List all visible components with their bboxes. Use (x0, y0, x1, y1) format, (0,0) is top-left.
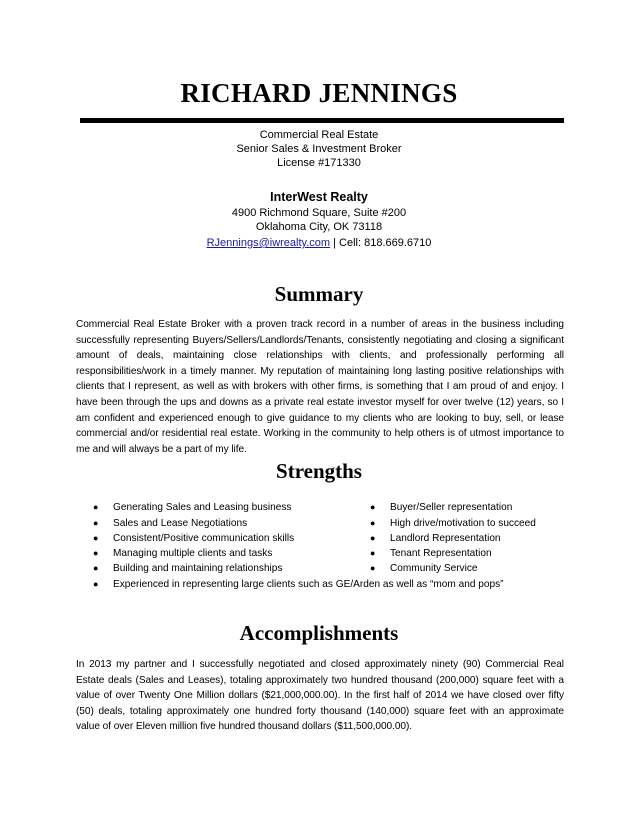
phone-text: | Cell: 818.669.6710 (330, 237, 432, 249)
candidate-name: RICHARD JENNINGS (180, 78, 458, 108)
company-name: InterWest Realty (270, 190, 368, 204)
address-line-1: 4900 Richmond Square, Suite #200 (231, 207, 407, 219)
bullet-icon: ● (93, 533, 99, 543)
summary-heading: Summary (274, 282, 364, 306)
bullet-icon: ● (93, 502, 99, 512)
contact-line (0, 236, 638, 250)
header-divider (80, 118, 564, 123)
bullet-icon: ● (370, 518, 376, 528)
accomplishments-text: In 2013 my partner and I successfully negotiated and closed approximately ninety (90) Commercial Real Estate deals (Sales and Leases), totaling approximately two hundred thousand (200,000) square feet with a value of over Twenty One Million dollars ($21,000,000.00). In the first half of 2014 we have closed over fifty (50) deals, totaling approximately one hundred forty thousand (140,000) square feet with an approximate value of over Eleven million five hundred thousand dollars ($11,500,000.00). (76, 659, 564, 733)
summary-text: Commercial Real Estate Broker with a proven track record in a number of areas in the business including successfully representing Buyers/Sellers/Landlords/Tenants, consistently negotiating and closing a significant amount of deals, maintaining close relationships with clients, and professionally performing all responsibilities/work in a timely manner. My reputation of maintaining long lasting positive relationships with clients that I represent, as well as with brokers with other firms, is something that I am proud of and enjoy. I have been through the ups and downs as a private real estate investor myself for over twelve (12) years, so I am confident and experienced enough to give guidance to my clients who are looking to buy, sell, or lease commercial and/or residential real estate. Working in the community to help others is of utmost importance to me and will always be a part of my life. (76, 319, 564, 455)
email-link[interactable]: RJennings@iwrealty.com (206, 237, 331, 249)
job-subtitle: Senior Sales & Investment Broker (236, 143, 402, 155)
address-line-2: Oklahoma City, OK 73118 (255, 221, 383, 233)
job-title: Commercial Real Estate (259, 129, 379, 141)
resume-page: RICHARD JENNINGS Commercial Real Estate Senior Sales & Investment Broker License #171330 InterWest Realty 4900 Richmond Square, Suite #200 Oklahoma City, OK 73118 RJennings@iwrealty.com | Cell: 818.669.6710 Summary Commercial Real Estate Broker with a proven track record in a number of areas in the business including successfully representing Buyers/Sellers/Landlords/Tenants, consistently negotiating and closing a significant amount of deals, maintaining close relationships with clients, and professionally performing all responsibilities/work in a timely manner. My reputation of maintaining long lasting positive relationships with clients that I represent, as well as with brokers with other firms, is something that I am proud of and enjoy. I have been through the ups and downs as a private real estate investor myself for over twelve (12) years, so I am confident and experienced enough to give guidance to my clients who are looking to buy, sell, or lease commercial and/or residential real estate. Working in the community to help others is of utmost importance to me and will always be a part of my life. Strengths ● Generating Sales and Leasing business ● Sales and Lease Negotiations ● Consistent/Positive communication skills ● Managing multiple clients and tasks ● Building and maintaining relationships ● Experienced in representing large clients such as GE/Arden as well as “mom and pops” ● Buyer/Seller representation ● High drive/motivation to succeed ● Landlord Representation ● Tenant Representation ● Community Service Accomplishments In 2013 my partner and I successfully negotiated and closed approximately ninety (90) Commercial Real Estate deals (Sales and Leases), totaling approximately two hundred thousand (200,000) square feet with a value of over Twenty One Million dollars ($21,000,000.00). In the first half of 2014 we have closed over fifty (50) deals, totaling approximately one hundred forty thousand (140,000) square feet with an approximate value of over Eleven million five hundred thousand dollars ($11,500,000.00). (0, 0, 638, 826)
bullet-icon: ● (93, 518, 99, 528)
bullet-icon: ● (370, 563, 376, 573)
bullet-icon: ● (93, 563, 99, 573)
license-number: License #171330 (277, 157, 361, 169)
bullet-icon: ● (370, 533, 376, 543)
bullet-icon: ● (93, 579, 99, 589)
bullet-icon: ● (370, 502, 376, 512)
strengths-heading: Strengths (276, 459, 362, 483)
bullet-icon: ● (93, 548, 99, 558)
accomplishments-heading: Accomplishments (239, 621, 399, 645)
bullet-icon: ● (370, 548, 376, 558)
